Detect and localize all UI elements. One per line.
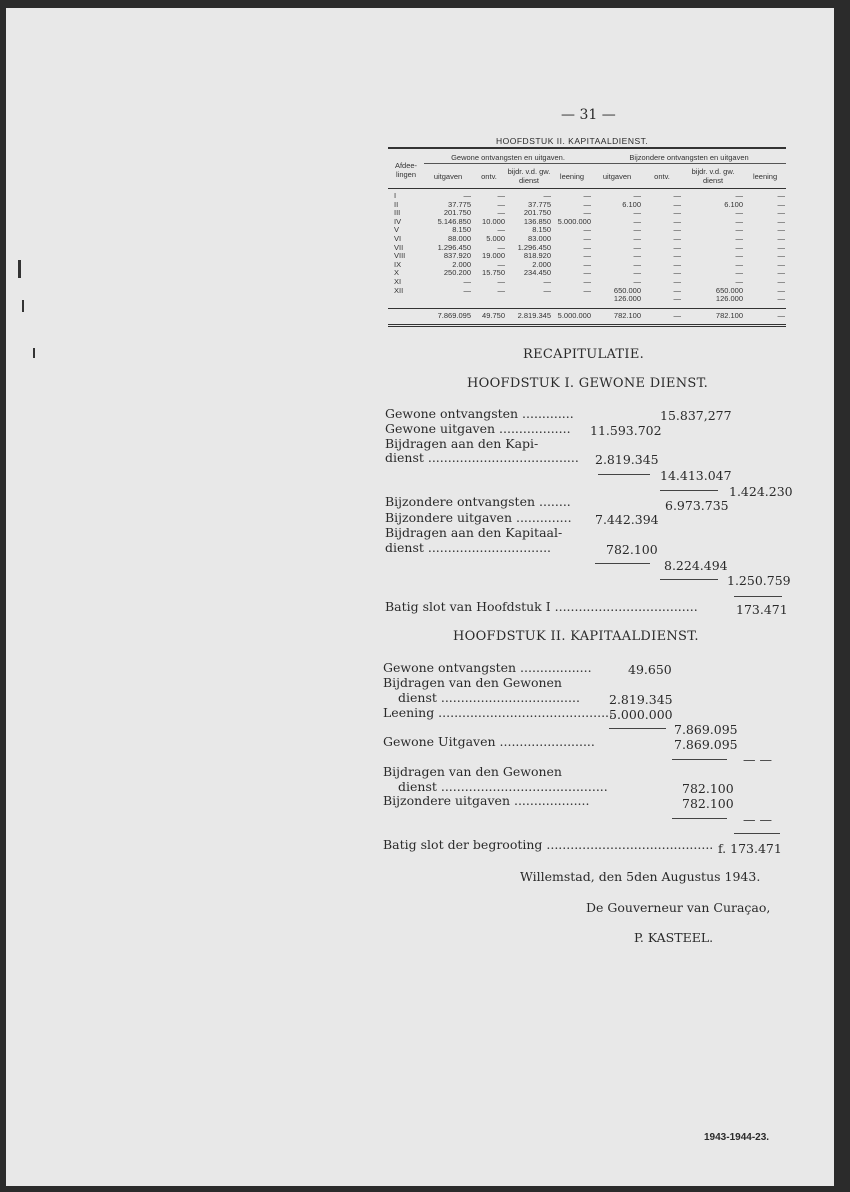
table-cell: — [777,259,786,269]
subheader: bijdr. v.d. gw. dienst [682,164,744,189]
h1-title: HOOFDSTUK I. GEWONE DIENST. [467,376,709,391]
table-cell: 2.000 [532,259,551,269]
table-cell: — [673,268,682,278]
rule [595,563,650,564]
h1-batig-label: Batig slot van Hoofdstuk I .................................... [385,599,698,614]
h1-result-2: 1.250.759 [727,573,791,588]
page-number: — 31 — [561,107,616,123]
row-number: II [394,199,399,209]
table-cell: — [735,242,744,252]
table-cell: 5.000.000 [557,216,592,226]
total-cell: 782.100 [682,308,744,326]
table-cell: 650.000 [715,285,744,295]
row-number: IX [394,259,402,269]
total-cell: 7.869.095 [424,308,472,326]
table-cell: — [735,251,744,261]
recap-title: RECAPITULATIE. [523,347,645,362]
table-cell: — [497,285,505,295]
h1-gewone-uitgaven-label: Gewone uitgaven .................. [385,421,571,436]
table-cell: 650.000 [613,285,642,295]
table-cell: 201.750 [443,208,471,218]
h1-gewone-uitgaven-value: 11.593.702 [590,423,662,438]
table-cell [506,295,552,308]
table-cell: — [777,285,786,295]
table-cell: 201.750 [523,208,551,218]
table-cell: — [633,233,642,243]
subheader: ontv. [472,164,506,189]
table-cell: 37.775 [448,199,471,209]
table-cell: — [673,251,682,261]
row-number: V [394,225,400,235]
h2-bijdragen-label-2: dienst ................................... [398,690,580,705]
table-cell: — [633,276,642,286]
table-cell: 8.150 [452,225,471,235]
table-cell: — [673,294,682,304]
subheader: uitgaven [424,164,472,189]
table-cell: — [777,294,786,304]
table-cell: — [583,242,592,252]
table-cell [424,295,472,308]
h2-leening-value: 5.000.000 [609,707,673,722]
table-cell: — [735,268,744,278]
table-cell: — [735,233,744,243]
h1-bijdragen2-value: 782.100 [606,542,658,557]
table-cell: — [735,259,744,269]
table-cell: — [673,259,682,269]
rule [660,490,718,491]
table-cell: 136.850 [523,216,551,226]
h2-total-in: 7.869.095 [674,722,738,737]
h2-dash-1: — — [743,752,772,767]
totals-row [388,308,786,326]
table-cell: 1.296.450 [437,242,471,252]
h2-bijzondere-uitgaven-value: 782.100 [682,796,734,811]
group-gewone: Gewone ontvangsten en uitgaven. [424,148,592,164]
h1-result-1: 1.424.230 [729,484,793,499]
table-cell: — [633,259,642,269]
col-afdeelingen: Afdee-lingen [388,148,424,189]
table-cell: — [583,251,592,261]
table-cell: 15.750 [482,268,505,278]
table-cell: — [673,199,682,209]
table-cell: — [673,208,682,218]
row-number: III [394,208,401,218]
rule [734,833,780,834]
h2-gewone-uitgaven-value: 7.869.095 [674,737,738,752]
row-number: XII [394,285,404,295]
h2-bijdragen-label-1: Bijdragen van den Gewonen [383,675,562,690]
h2-bijdragen2-label-1: Bijdragen van den Gewonen [383,764,562,779]
table-cell: 19.000 [482,251,505,261]
margin-mark [33,348,35,358]
h1-bijzondere-ontvangsten-value: 6.973.735 [665,498,729,513]
table-cell: — [633,251,642,261]
table-cell: 6.100 [724,199,744,209]
rule [660,579,718,580]
h2-gewone-uitgaven-label: Gewone Uitgaven ........................ [383,734,595,749]
table-title: HOOFDSTUK II. KAPITAALDIENST. [496,136,649,146]
h2-bijzondere-uitgaven-label: Bijzondere uitgaven ................... [383,793,590,808]
table-cell: — [735,191,744,200]
table-cell: — [673,191,682,200]
signatory-title: De Gouverneur van Curaçao, [586,900,771,915]
total-cell: — [642,308,682,326]
h2-dash-2: — — [743,812,772,827]
table-cell: — [777,276,786,286]
rule [672,759,727,760]
table-cell [552,295,592,308]
table-cell: — [777,191,786,200]
total-cell: — [744,308,786,326]
h2-gewone-ontvangsten-label: Gewone ontvangsten .................. [383,660,592,675]
table-cell: — [673,242,682,252]
h1-subtotal-1: 14.413.047 [660,468,732,483]
table-cell: 88.000 [448,233,471,243]
table-cell: — [673,216,682,226]
table-cell: — [633,208,642,218]
h1-bijdragen-value: 2.819.345 [595,452,659,467]
table-cell: 8.150 [532,225,551,235]
table-cell: — [543,285,551,295]
table-cell: — [633,268,642,278]
place-date: Willemstad, den 5den Augustus 1943. [520,869,761,884]
table-row [388,189,786,201]
table-cell: — [777,268,786,278]
table-cell: — [583,225,592,235]
h1-bijdragen2-label-1: Bijdragen aan den Kapitaal- [385,525,563,540]
total-cell [388,308,424,326]
h1-batig-value: 173.471 [736,602,788,617]
subheader: leening [552,164,592,189]
table-cell: — [543,276,551,286]
table-cell: — [735,225,744,235]
table-cell: — [583,191,592,200]
total-cell: 5.000.000 [552,308,592,326]
row-number [388,295,424,308]
table-cell: 234.450 [523,268,551,278]
table-cell: — [777,208,786,218]
subheader: bijdr. v.d. gw. dienst [506,164,552,189]
table-cell: 10.000 [482,216,505,226]
table-cell: — [543,191,551,200]
h2-gewone-ontvangsten-value: 49.650 [628,662,672,677]
h1-bijdragen2-label-2: dienst ............................... [385,540,552,555]
table-cell: — [777,216,786,226]
h1-gewone-ontvangsten-label: Gewone ontvangsten ............. [385,406,574,421]
row-number: VI [394,233,402,243]
h2-bijdragen-value: 2.819.345 [609,692,673,707]
table-cell: — [735,216,744,226]
table-cell: — [673,225,682,235]
table-cell: 2.000 [452,259,471,269]
table-cell: — [583,233,592,243]
table-cell: 83.000 [528,233,551,243]
table-row [388,295,786,308]
margin-mark [22,300,24,312]
table-cell: 126.000 [715,294,744,304]
table-cell: — [497,276,505,286]
group-bijzondere: Bijzondere ontvangsten en uitgaven [592,148,786,164]
batig-begrooting-value: f. 173.471 [718,841,782,856]
table-cell: — [735,276,744,286]
table-cell: 5.146.850 [437,216,471,226]
table-cell: — [583,199,592,209]
kapitaaldienst-table [388,147,786,327]
table-cell: — [583,208,592,218]
footer-code: 1943-1944-23. [704,1132,770,1143]
total-cell: 49.750 [472,308,506,326]
h2-title: HOOFDSTUK II. KAPITAALDIENST. [453,629,699,644]
table-cell [472,295,506,308]
table-cell: 5.000 [486,233,505,243]
h2-bijdragen2-label-2: dienst .......................................... [398,779,608,794]
signatory-name: P. KASTEEL. [634,930,714,945]
table-cell: — [463,285,471,295]
table-cell: — [497,242,505,252]
row-number: IV [394,216,402,226]
table-cell: — [463,191,471,200]
row-number: X [394,268,400,278]
table-cell: — [633,216,642,226]
h2-bijdragen2-value: 782.100 [682,781,734,796]
table-cell: 126.000 [613,294,642,304]
total-cell: 782.100 [592,308,642,326]
h1-bijzondere-ontvangsten-label: Bijzondere ontvangsten ........ [385,494,571,509]
table-cell: — [673,233,682,243]
rule [598,474,650,475]
margin-mark [18,260,21,278]
table-cell: — [583,268,592,278]
h2-leening-label: Leening ............................................ [383,705,613,720]
table-cell: — [633,242,642,252]
subheader: ontv. [642,164,682,189]
table-cell: — [497,225,505,235]
table-cell: — [497,208,505,218]
h1-bijzondere-uitgaven-value: 7.442.394 [595,512,659,527]
table-cell: — [777,251,786,261]
h1-gewone-ontvangsten-value: 15.837,277 [660,408,732,423]
table-cell: — [463,276,471,286]
h1-bijzondere-uitgaven-label: Bijzondere uitgaven .............. [385,510,572,525]
table-cell: 37.775 [528,199,551,209]
document-page [6,8,834,1186]
table-cell: — [497,191,505,200]
h1-bijdragen-label-1: Bijdragen aan den Kapi- [385,436,539,451]
table-cell: 250.200 [443,268,471,278]
table-cell: — [777,242,786,252]
table-cell: — [673,276,682,286]
table-cell: — [583,259,592,269]
row-number: VIII [394,251,406,261]
table-cell: 1.296.450 [517,242,551,252]
table-cell: — [497,199,505,209]
table-cell: — [777,225,786,235]
table-cell: — [497,259,505,269]
row-number: XI [394,276,402,286]
table-cell: — [673,285,682,295]
rule [734,596,782,597]
subheader: uitgaven [592,164,642,189]
table-cell: — [633,191,642,200]
table-cell: 6.100 [622,199,642,209]
table-cell: — [633,225,642,235]
batig-begrooting-label: Batig slot der begrooting .......................................... [383,837,714,852]
rule [609,728,666,729]
rule [672,818,727,819]
h1-bijdragen-label-2: dienst ...................................... [385,450,579,465]
row-number: VII [394,242,404,252]
h1-subtotal-2: 8.224.494 [664,558,728,573]
table-cell: 837.920 [443,251,471,261]
subheader: leening [744,164,786,189]
table-cell: — [583,285,592,295]
table-cell: 818.920 [523,251,551,261]
total-cell: 2.819.345 [506,308,552,326]
table-cell: — [777,233,786,243]
table-cell: — [583,276,592,286]
table-cell: — [735,208,744,218]
row-number: I [394,191,397,200]
table-cell: — [777,199,786,209]
